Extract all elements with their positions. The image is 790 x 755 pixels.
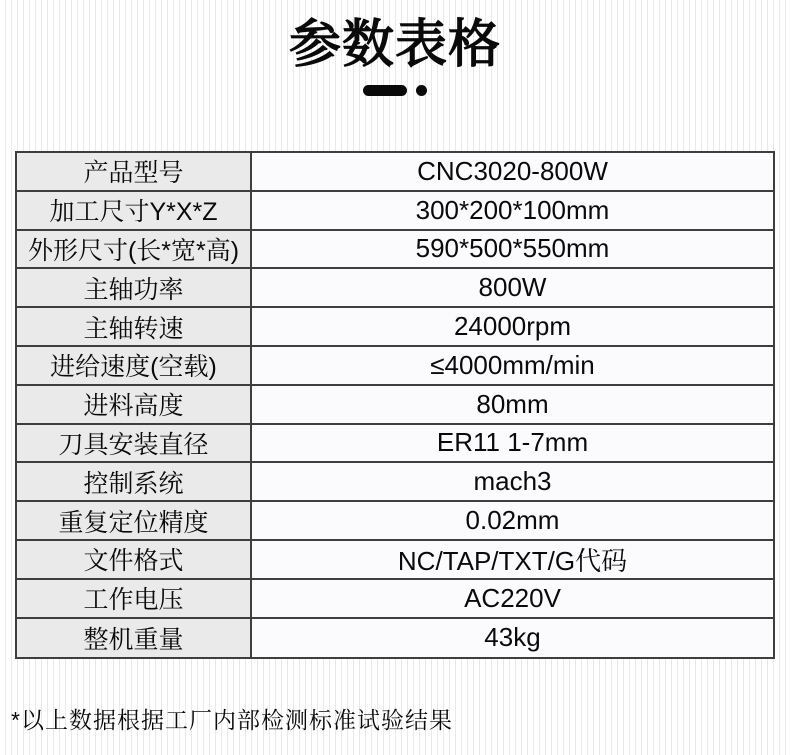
- spec-label-cell: 进料高度: [17, 386, 252, 423]
- spec-value-cell: CNC3020-800W: [252, 153, 773, 190]
- table-row: [17, 425, 773, 464]
- underline-dot-icon: [416, 85, 427, 96]
- spec-value-cell: 0.02mm: [252, 502, 773, 539]
- footnote: *以上数据根据工厂内部检测标准试验结果: [11, 707, 453, 733]
- table-row: [17, 502, 773, 541]
- spec-value-cell: ER11 1-7mm: [252, 425, 773, 462]
- spec-label-cell: 产品型号: [17, 153, 252, 190]
- spec-label-cell: 刀具安装直径: [17, 425, 252, 462]
- spec-label-cell: 重复定位精度: [17, 502, 252, 539]
- spec-value-cell: ≤4000mm/min: [252, 347, 773, 384]
- spec-label-cell: 工作电压: [17, 580, 252, 617]
- spec-value-cell: AC220V: [252, 580, 773, 617]
- table-row: [17, 580, 773, 619]
- table-row: [17, 541, 773, 580]
- table-row: [17, 619, 773, 658]
- table-row: [17, 347, 773, 386]
- page-title: 参数表格: [288, 16, 501, 74]
- spec-label-cell: 主轴功率: [17, 269, 252, 306]
- spec-label-cell: 主轴转速: [17, 308, 252, 345]
- spec-value-cell: 800W: [252, 269, 773, 306]
- spec-label-cell: 进给速度(空载): [17, 347, 252, 384]
- spec-value-cell: 24000rpm: [252, 308, 773, 345]
- table-row: [17, 308, 773, 347]
- table-row: [17, 192, 773, 231]
- spec-value-cell: mach3: [252, 463, 773, 500]
- spec-label-cell: 外形尺寸(长*宽*高): [17, 231, 252, 268]
- underline-dash-icon: [363, 85, 407, 96]
- table-row: [17, 231, 773, 270]
- table-row: [17, 269, 773, 308]
- table-row: [17, 386, 773, 425]
- spec-value-cell: 300*200*100mm: [252, 192, 773, 229]
- table-row: [17, 153, 773, 192]
- spec-value-cell: 590*500*550mm: [252, 231, 773, 268]
- title-underline: [0, 85, 790, 96]
- spec-value-cell: 80mm: [252, 386, 773, 423]
- table-row: [17, 463, 773, 502]
- spec-table: [15, 151, 775, 659]
- spec-label-cell: 整机重量: [17, 619, 252, 658]
- spec-label-cell: 加工尺寸Y*X*Z: [17, 192, 252, 229]
- spec-label-cell: 文件格式: [17, 541, 252, 578]
- spec-label-cell: 控制系统: [17, 463, 252, 500]
- spec-value-cell: NC/TAP/TXT/G代码: [252, 541, 773, 578]
- spec-value-cell: 43kg: [252, 619, 773, 658]
